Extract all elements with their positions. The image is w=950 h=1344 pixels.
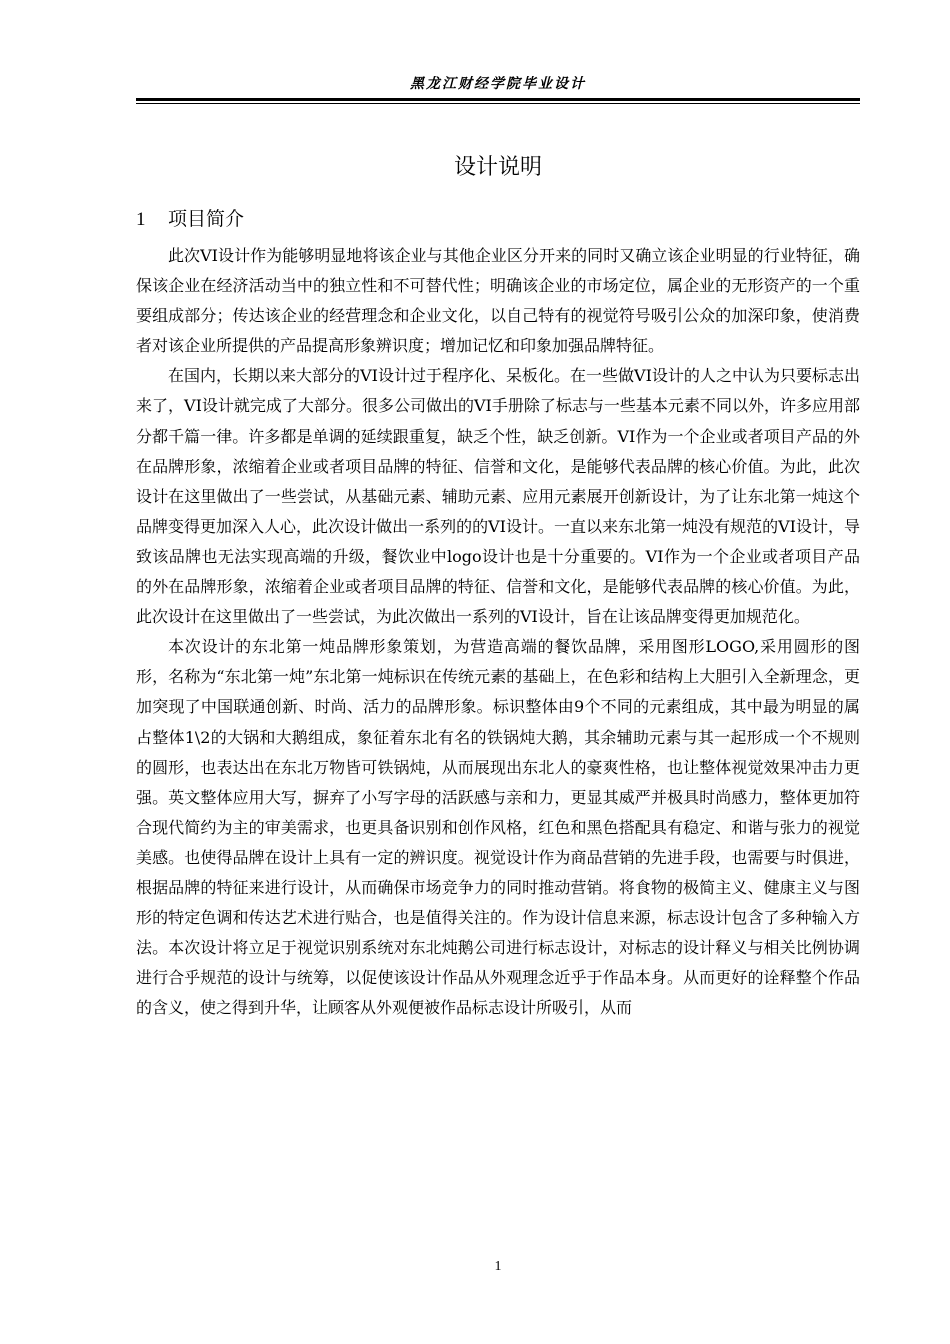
header-rule [136,98,860,101]
section-heading [136,205,860,234]
section-title: 项目简介 [168,208,245,230]
page-title: 设计说明 [453,155,542,180]
section-number: 1 [136,209,146,230]
running-header: 黑龙江财经学院毕业设计 [410,76,586,92]
body-text [136,241,860,1023]
header-rule-thin [136,103,860,104]
paragraph-3: 本次设计的东北第一炖品牌形象策划，为营造高端的餐饮品牌，采用图形LOGO,采用圆形的图形，名称为“东北第一炖”东北第一炖标识在传统元素的基础上，在色彩和结构上大胆引入全新理念，更加突现了中国联通创新、时尚、活力的品牌形象。标识整体由9个不同的元素组成，其中最为明显的属占整体1\2的大锅和大鹅组成，象征着东北有名的铁锅炖大鹅，其余辅助元素与其一起形成一个不规则的圆形，也表达出在东北万物皆可铁锅炖，从而展现出东北人的豪爽性格，也让整体视觉效果冲击力更强。英文整体应用大写，摒弃了小写字母的活跃感与亲和力，更显其威严并极具时尚感力，整体更加符合现代简约为主的审美需求，也更具备识别和创作风格，红色和黑色搭配具有稳定、和谐与张力的视觉美感。也使得品牌在设计上具有一定的辨识度。视觉设计作为商品营销的先进手段，也需要与时俱进，根据品牌的特征来进行设计，从而确保市场竞争力的同时推动营销。将食物的极简主义、健康主义与图形的特定色调和传达艺术进行贴合，也是值得关注的。作为设计信息来源，标志设计包含了多种输入方法。本次设计将立足于视觉识别系统对东北炖鹅公司进行标志设计，对标志的设计释义与相关比例协调进行合乎规范的设计与统筹，以促使该设计作品从外观理念近乎于作品本身。从而更好的诠释整个作品的含义，使之得到升华，让顾客从外观便被作品标志设计所吸引，从而 [136,637,860,1018]
page-number: 1 [494,1259,502,1274]
paragraph-2: 在国内，长期以来大部分的VI设计过于程序化、呆板化。在一些做VI设计的人之中认为只要标志出来了，VI设计就完成了大部分。很多公司做出的VI手册除了标志与一些基本元素不同以外，许多应用部分都千篇一律。许多都是单调的延续跟重复，缺乏个性，缺乏创新。VI作为一个企业或者项目产品的外在品牌形象，浓缩着企业或者项目品牌的特征、信誉和文化，是能够代表品牌的核心价值。为此，此次设计在这里做出了一些尝试，从基础元素、辅助元素、应用元素展开创新设计，为了让东北第一炖这个品牌变得更加深入人心，此次设计做出一系列的的VI设计。一直以来东北第一炖没有规范的VI设计，导致该品牌也无法实现高端的升级，餐饮业中logo设计也是十分重要的。VI作为一个企业或者项目产品的外在品牌形象，浓缩着企业或者项目品牌的特征、信誉和文化，是能够代表品牌的核心价值。为此，此次设计在这里做出了一些尝试，为此次做出一系列的VI设计，旨在让该品牌变得更加规范化。 [136,366,860,627]
paragraph-1: 此次VI设计作为能够明显地将该企业与其他企业区分开来的同时又确立该企业明显的行业特征，确保该企业在经济活动当中的独立性和不可替代性；明确该企业的市场定位，属企业的无形资产的一个重要组成部分；传达该企业的经营理念和企业文化，以自己特有的视觉符号吸引公众的加深印象，使消费者对该企业所提供的产品提高形象辨识度；增加记忆和印象加强品牌特征。 [136,246,860,356]
